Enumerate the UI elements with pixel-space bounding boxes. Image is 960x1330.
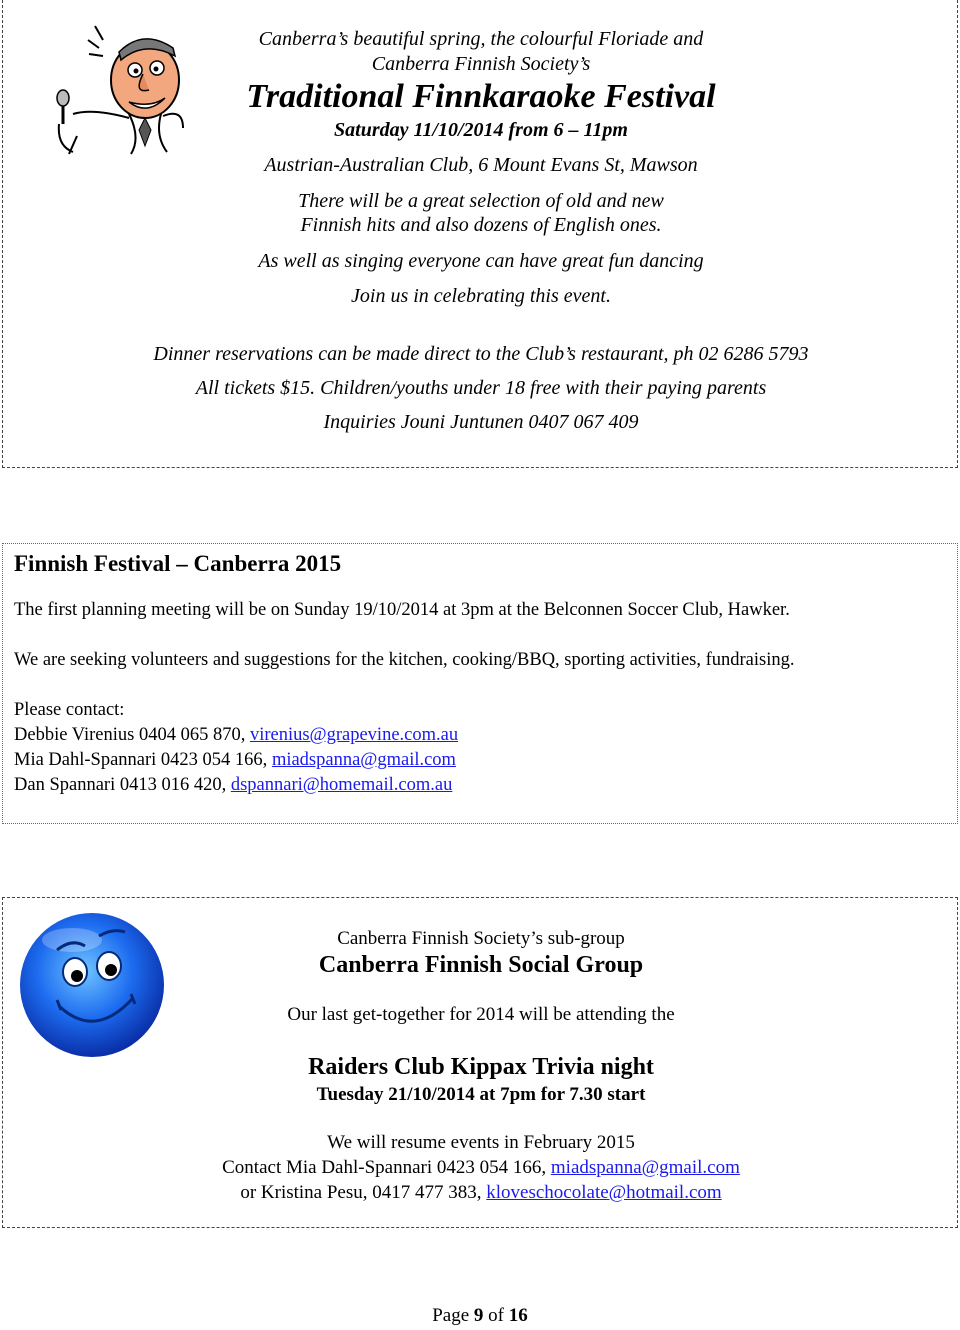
karaoke-title: Traditional Finnkaraoke Festival: [246, 78, 716, 115]
page-total: 16: [508, 1305, 528, 1326]
contact-name-phone: or Kristina Pesu, 0417 477 383,: [240, 1182, 487, 1203]
festival-contact-row: [14, 725, 458, 746]
contact-name-phone: Mia Dahl-Spannari 0423 054 166,: [14, 750, 272, 770]
page-footer: [0, 1305, 960, 1327]
page-prefix: Page: [432, 1305, 474, 1326]
karaoke-intro-line1: Canberra’s beautiful spring, the colourful Floriade and: [258, 28, 704, 50]
email-link[interactable]: kloveschocolate@hotmail.com: [486, 1182, 722, 1203]
email-link[interactable]: virenius@grapevine.com.au: [249, 725, 459, 745]
social-contact2: [3, 1182, 959, 1204]
social-subgroup: Canberra Finnish Society’s sub-group: [337, 928, 625, 949]
karaoke-dinner: Dinner reservations can be made direct to the Club’s restaurant, ph 02 6286 5793: [153, 343, 809, 365]
karaoke-desc2: Finnish hits and also dozens of English ones.: [300, 214, 662, 236]
email-link[interactable]: miadspanna@gmail.com: [550, 1157, 740, 1178]
karaoke-desc3: As well as singing everyone can have great fun dancing: [258, 250, 704, 272]
social-group-box: [2, 897, 958, 1228]
page-of: of: [483, 1305, 509, 1326]
email-link[interactable]: dspannari@homemail.com.au: [230, 775, 453, 795]
festival-meeting: The first planning meeting will be on Sunday 19/10/2014 at 3pm at the Belconnen Soccer Club, Hawker.: [14, 600, 790, 620]
social-last: Our last get-together for 2014 will be attending the: [287, 1004, 675, 1025]
karaoke-tickets: All tickets $15. Children/youths under 18 free with their paying parents: [195, 377, 767, 399]
contact-name-phone: Contact Mia Dahl-Spannari 0423 054 166,: [222, 1157, 551, 1178]
page-number: 9: [473, 1305, 484, 1326]
karaoke-festival-box: [2, 0, 958, 468]
festival-contact-row: [14, 750, 456, 771]
karaoke-date: Saturday 11/10/2014 from 6 – 11pm: [334, 119, 628, 141]
karaoke-inquiries: Inquiries Jouni Juntunen 0407 067 409: [323, 411, 639, 433]
social-event: Raiders Club Kippax Trivia night: [308, 1054, 654, 1080]
karaoke-venue: Austrian-Australian Club, 6 Mount Evans St, Mawson: [264, 154, 698, 176]
festival-heading: Finnish Festival – Canberra 2015: [14, 551, 342, 576]
contact-name-phone: Debbie Virenius 0404 065 870,: [14, 725, 250, 745]
social-contact1: [3, 1157, 959, 1179]
karaoke-desc1: There will be a great selection of old and new: [298, 190, 664, 212]
social-resume: We will resume events in February 2015: [327, 1132, 635, 1153]
social-title: Canberra Finnish Social Group: [318, 952, 644, 978]
karaoke-intro-line2: Canberra Finnish Society’s: [371, 53, 591, 75]
email-link[interactable]: miadspanna@gmail.com: [271, 750, 456, 770]
contact-name-phone: Dan Spannari 0413 016 420,: [14, 775, 231, 795]
festival-contact-label: Please contact:: [14, 700, 125, 720]
finnish-festival-box: [2, 543, 958, 824]
festival-contact-row: [14, 775, 452, 796]
festival-volunteers: We are seeking volunteers and suggestions for the kitchen, cooking/BBQ, sporting activities, fundraising.: [14, 650, 795, 670]
social-when: Tuesday 21/10/2014 at 7pm for 7.30 start: [316, 1084, 646, 1105]
karaoke-join: Join us in celebrating this event.: [351, 285, 611, 307]
